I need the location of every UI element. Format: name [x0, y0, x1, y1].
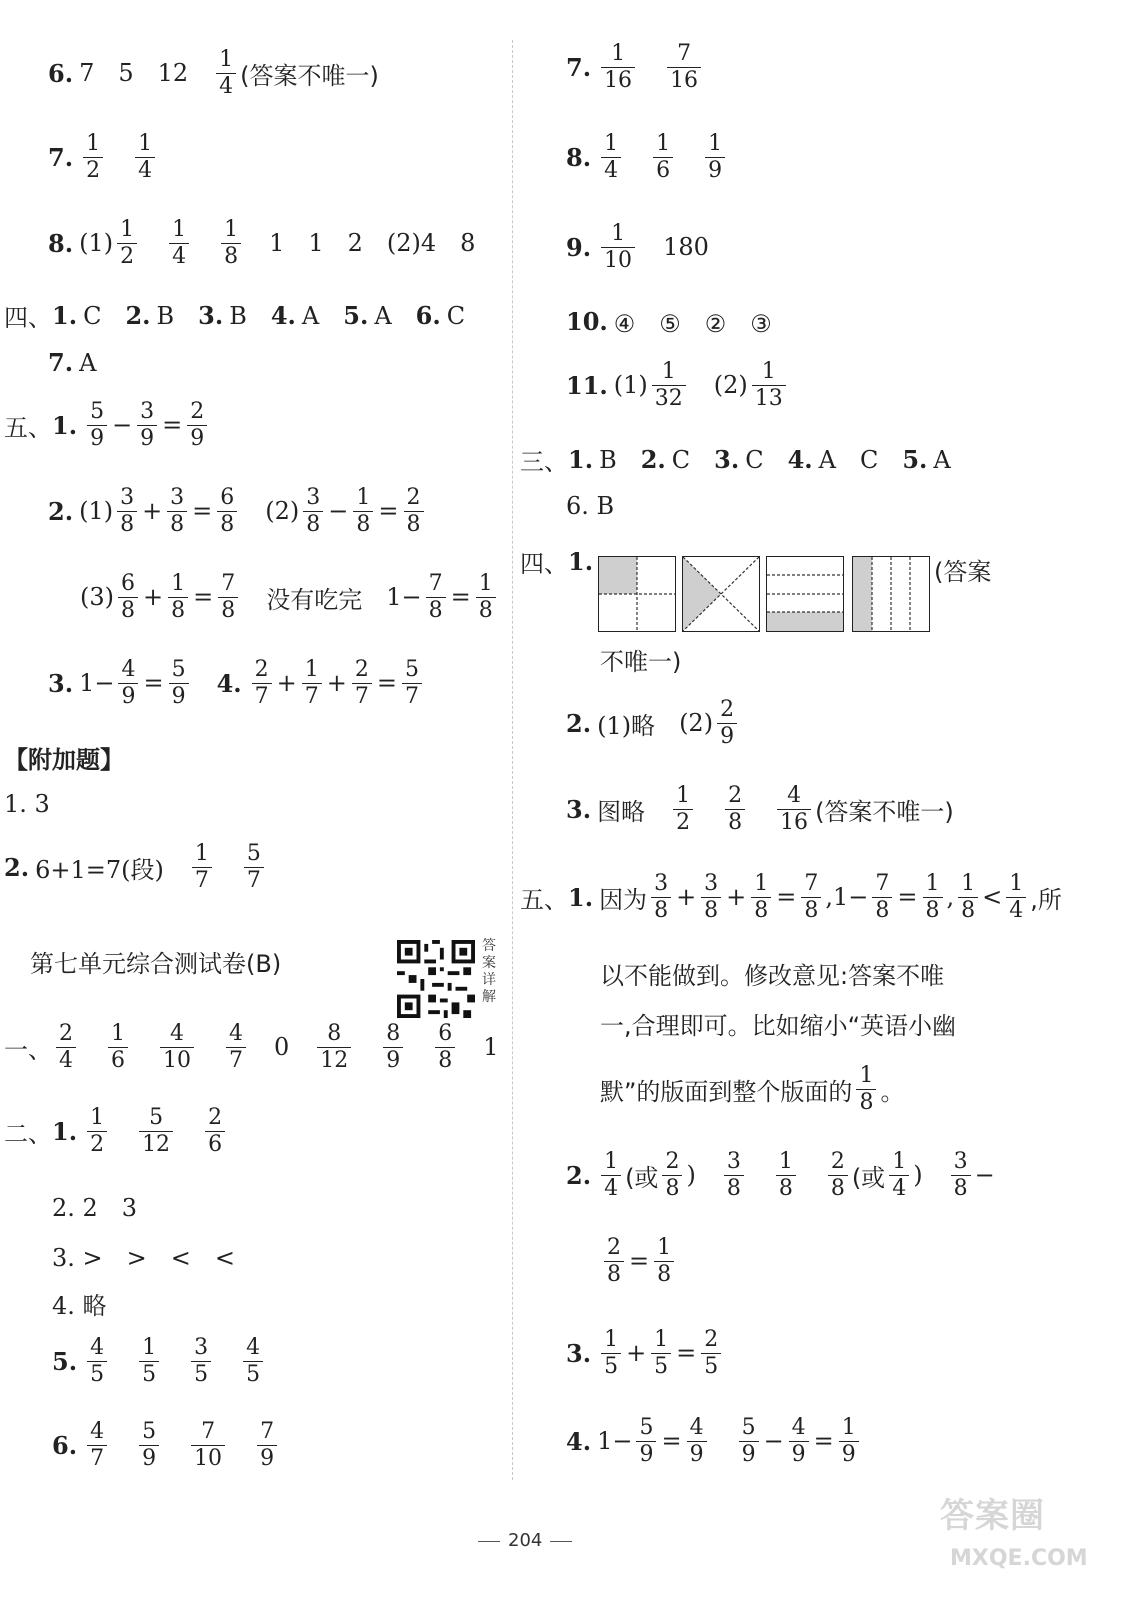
fraction: $\frac{3}{8}$	[651, 872, 671, 922]
right-section-5-q2-cont: $\frac{2}{8}$ = $\frac{1}{8}$	[600, 1236, 678, 1286]
fraction: $\frac{4}{9}$	[118, 658, 138, 708]
unit-test-title: 第七单元综合测试卷(B)	[30, 950, 282, 978]
answer-line-7: 7. $\frac{1}{2}$ $\frac{1}{4}$	[48, 132, 159, 182]
qr-label: 答案详解	[482, 938, 496, 1005]
section-2-q1: 二、 1. $\frac{1}{2}$ $\frac{5}{12}$ $\frac{2}{6}$	[4, 1106, 229, 1156]
fraction: $\frac{3}{8}$	[167, 486, 187, 536]
fraction: $\frac{1}{6}$	[108, 1022, 128, 1072]
fraction: $\frac{7}{8}$	[872, 872, 892, 922]
fraction: $\frac{3}{8}$	[303, 486, 323, 536]
fraction: $\frac{2}{6}$	[205, 1106, 225, 1156]
fraction: $\frac{4}{9}$	[789, 1416, 809, 1466]
fraction: $\frac{2}{5}$	[701, 1328, 721, 1378]
section-4-answers: 四、 1. C 2. B 3. B 4. A 5. A 6. C	[4, 301, 466, 332]
section-5-q3-q4: 3. 1− $\frac{4}{9}$ = $\frac{5}{9}$ 4. $\frac{2}{7}$ + $\frac{1}{7}$ + $\frac{2}{7}$ = $\frac{5}{7}$	[48, 658, 426, 708]
right-section-4-q3: 3. 图略 $\frac{1}{2}$ $\frac{2}{8}$ $\frac{4}{16}$ (答案不唯一)	[566, 783, 954, 836]
right-section-4-q1: 四、 1.	[520, 547, 594, 578]
fraction: $\frac{1}{7}$	[302, 658, 322, 708]
fraction: $\frac{5}{9}$	[636, 1416, 656, 1466]
section-2-q3: 3. > > < <	[52, 1244, 235, 1272]
answer-line-8: 8. (1) $\frac{1}{2}$ $\frac{1}{4}$ $\frac{1}{8}$ 1 1 2 (2)4 8	[48, 217, 476, 270]
section-5-q2: 2. (1) $\frac{3}{8}$ + $\frac{3}{8}$ = $\frac{6}{8}$ (2) $\frac{3}{8}$ − $\frac{1}{8}$ = $\frac{2}{8}$	[48, 486, 428, 536]
fraction: $\frac{2}{7}$	[352, 658, 372, 708]
right-section-4-note2: 不唯一)	[600, 648, 682, 676]
fraction: $\frac{1}{4}$	[135, 132, 155, 182]
fraction: $\frac{3}{8}$	[701, 872, 721, 922]
fraction: $\frac{1}{8}$	[776, 1150, 796, 1200]
fraction: $\frac{1}{6}$	[653, 132, 673, 182]
fraction: $\frac{5}{7}$	[402, 658, 422, 708]
fraction: $\frac{1}{8}$	[958, 872, 978, 922]
fraction: $\frac{1}{2}$	[117, 218, 137, 268]
right-answer-10: 10. ④ ⑤ ② ③	[566, 307, 772, 338]
section-2-q5: 5. $\frac{4}{5}$ $\frac{1}{5}$ $\frac{3}{5}$ $\frac{4}{5}$	[52, 1336, 267, 1386]
fraction: $\frac{1}{2}$	[87, 1106, 107, 1156]
fraction: $\frac{1}{5}$	[601, 1328, 621, 1378]
fraction: $\frac{1}{2}$	[83, 132, 103, 182]
right-section-5-text-4: 默”的版面到整个版面的 $\frac{1}{8}$ 。	[600, 1063, 905, 1116]
fraction: $\frac{2}{4}$	[56, 1022, 76, 1072]
fraction: $\frac{1}{4}$	[889, 1150, 909, 1200]
extra-questions-title: 【附加题】	[4, 746, 124, 774]
fraction: $\frac{4}{7}$	[87, 1420, 107, 1470]
fraction: $\frac{1}{5}$	[139, 1336, 159, 1386]
right-section-5-text-2: 以不能做到。修改意见:答案不唯	[600, 962, 945, 990]
fraction: $\frac{4}{5}$	[87, 1336, 107, 1386]
fraction: $\frac{4}{5}$	[243, 1336, 263, 1386]
shaded-square-strips-horizontal	[766, 556, 844, 632]
fraction: $\frac{1}{32}$	[652, 360, 686, 410]
fraction: $\frac{5}{9}$	[169, 658, 189, 708]
right-section-3-answer-6: 6. B	[566, 492, 615, 520]
fraction: $\frac{4}{10}$	[160, 1022, 194, 1072]
fraction: $\frac{6}{8}$	[217, 486, 237, 536]
fraction: $\frac{1}{13}$	[752, 360, 786, 410]
fraction: $\frac{5}{7}$	[244, 842, 264, 892]
watermark-logo: 答案圈	[940, 1496, 1045, 1536]
fraction: $\frac{1}{8}$	[221, 218, 241, 268]
fraction: $\frac{1}{4}$	[1006, 872, 1026, 922]
right-section-5-q2: 2. $\frac{1}{4}$ (或 $\frac{2}{8}$ ) $\frac{3}{8}$ $\frac{1}{8}$ $\frac{2}{8}$ (或 $\frac{1}{4}$ ) $\frac{3}{8}$ −	[566, 1149, 995, 1202]
fraction: $\frac{1}{4}$	[169, 218, 189, 268]
fraction: $\frac{3}{5}$	[191, 1336, 211, 1386]
fraction: $\frac{7}{9}$	[257, 1420, 277, 1470]
fraction: $\frac{1}{2}$	[673, 784, 693, 834]
shaded-square-strips-vertical	[852, 556, 930, 632]
fraction: $\frac{4}{16}$	[777, 784, 811, 834]
section-4-answer-7: 7. A	[48, 348, 97, 377]
page-number: 204	[470, 1530, 580, 1551]
qr-code-icon[interactable]	[396, 940, 476, 1018]
fraction: $\frac{3}{8}$	[117, 486, 137, 536]
shaded-square-triangle	[682, 556, 760, 632]
fraction: $\frac{1}{8}$	[168, 572, 188, 622]
fraction: $\frac{5}{9}$	[139, 1420, 159, 1470]
fraction: $\frac{5}{9}$	[87, 400, 107, 450]
fraction: $\frac{1}{8}$	[476, 572, 496, 622]
fraction: $\frac{2}{7}$	[252, 658, 272, 708]
fraction: $\frac{6}{8}$	[435, 1022, 455, 1072]
fraction: $\frac{7}{16}$	[667, 42, 701, 92]
section-2-q4: 4. 略	[52, 1292, 107, 1320]
fraction: $\frac{3}{9}$	[137, 400, 157, 450]
fraction: $\frac{1}{10}$	[601, 222, 635, 272]
fraction: $\frac{1}{9}$	[705, 132, 725, 182]
fraction: $\frac{7}{8}$	[801, 872, 821, 922]
fraction: $\frac{2}{9}$	[717, 698, 737, 748]
fraction: $\frac{1}{4}$	[216, 48, 236, 98]
fraction: $\frac{1}{8}$	[654, 1236, 674, 1286]
watermark-url: MXQE.COM	[950, 1546, 1088, 1571]
section-5-q1: 五、 1. $\frac{5}{9}$ − $\frac{3}{9}$ = $\frac{2}{9}$	[4, 400, 211, 450]
right-section-5-q4: 4. 1− $\frac{5}{9}$ = $\frac{4}{9}$ $\frac{5}{9}$ − $\frac{4}{9}$ = $\frac{1}{9}$	[566, 1416, 863, 1466]
fraction: $\frac{1}{8}$	[751, 872, 771, 922]
section-1-answers: 一、 $\frac{2}{4}$ $\frac{1}{6}$ $\frac{4}{10}$ $\frac{4}{7}$ 0 $\frac{8}{12}$ $\frac{8}{9}$ $\frac{6}{8}$ 1	[4, 1021, 499, 1074]
extra-q2: 2. 6+1=7(段) $\frac{1}{7}$ $\frac{5}{7}$	[4, 842, 268, 892]
right-answer-7: 7. $\frac{1}{16}$ $\frac{7}{16}$	[566, 42, 705, 92]
fraction: $\frac{1}{8}$	[856, 1064, 876, 1114]
fraction: $\frac{1}{5}$	[651, 1328, 671, 1378]
section-2-q2: 2. 2 3	[52, 1194, 138, 1222]
right-answer-9: 9. $\frac{1}{10}$ 180	[566, 221, 709, 274]
right-section-4-note1: (答案	[934, 558, 992, 586]
fraction: $\frac{2}{8}$	[404, 486, 424, 536]
fraction: $\frac{3}{8}$	[724, 1150, 744, 1200]
fraction: $\frac{7}{8}$	[426, 572, 446, 622]
fraction: $\frac{1}{8}$	[923, 872, 943, 922]
fraction: $\frac{7}{8}$	[218, 572, 238, 622]
column-divider	[512, 40, 513, 1480]
fraction: $\frac{6}{8}$	[118, 572, 138, 622]
right-section-5-q3: 3. $\frac{1}{5}$ + $\frac{1}{5}$ = $\frac{2}{5}$	[566, 1328, 725, 1378]
right-answer-11: 11. (1) $\frac{1}{32}$ (2) $\frac{1}{13}$	[566, 360, 790, 410]
fraction: $\frac{3}{8}$	[951, 1150, 971, 1200]
fraction: $\frac{1}{4}$	[601, 132, 621, 182]
fraction: $\frac{2}{9}$	[187, 400, 207, 450]
fraction: $\frac{5}{12}$	[139, 1106, 173, 1156]
extra-q1: 1. 3	[4, 790, 50, 818]
answer-line-6: 6. 7 5 12 $\frac{1}{4}$ (答案不唯一)	[48, 47, 379, 100]
fraction: $\frac{4}{7}$	[226, 1022, 246, 1072]
fraction: $\frac{1}{8}$	[353, 486, 373, 536]
right-section-3-answers: 三、 1. B 2. C 3. C 4. A C 5. A	[520, 445, 951, 476]
fraction: $\frac{5}{9}$	[739, 1416, 759, 1466]
fraction: $\frac{8}{12}$	[317, 1022, 351, 1072]
fraction: $\frac{2}{8}$	[828, 1150, 848, 1200]
section-2-q6: 6. $\frac{4}{7}$ $\frac{5}{9}$ $\frac{7}{10}$ $\frac{7}{9}$	[52, 1420, 281, 1470]
fraction: $\frac{2}{8}$	[725, 784, 745, 834]
right-answer-8: 8. $\frac{1}{4}$ $\frac{1}{6}$ $\frac{1}{9}$	[566, 132, 729, 182]
fraction: $\frac{4}{9}$	[687, 1416, 707, 1466]
fraction: $\frac{1}{9}$	[839, 1416, 859, 1466]
shaded-square-quarter	[598, 556, 676, 632]
fraction: $\frac{1}{4}$	[601, 1150, 621, 1200]
fraction: $\frac{1}{7}$	[192, 842, 212, 892]
fraction: $\frac{2}{8}$	[662, 1150, 682, 1200]
fraction: $\frac{1}{16}$	[601, 42, 635, 92]
fraction: $\frac{8}{9}$	[383, 1022, 403, 1072]
right-section-5-text-3: 一,合理即可。比如缩小“英语小幽	[600, 1012, 957, 1040]
fraction: $\frac{7}{10}$	[191, 1420, 225, 1470]
right-section-4-q2: 2. (1)略 (2) $\frac{2}{9}$	[566, 698, 741, 748]
fraction: $\frac{2}{8}$	[604, 1236, 624, 1286]
section-5-q2-part3: (3) $\frac{6}{8}$ + $\frac{1}{8}$ = $\frac{7}{8}$ 没有吃完 1− $\frac{7}{8}$ = $\frac{1}{8}$	[80, 572, 500, 622]
right-section-5-q1: 五、 1. 因为 $\frac{3}{8}$ + $\frac{3}{8}$ + $\frac{1}{8}$ = $\frac{7}{8}$ ,1− $\frac{7}{8}$ = $\frac{1}{8}$ , $\frac{1}{8}$ < $\frac{1}{4}$ ,所	[520, 871, 1062, 924]
